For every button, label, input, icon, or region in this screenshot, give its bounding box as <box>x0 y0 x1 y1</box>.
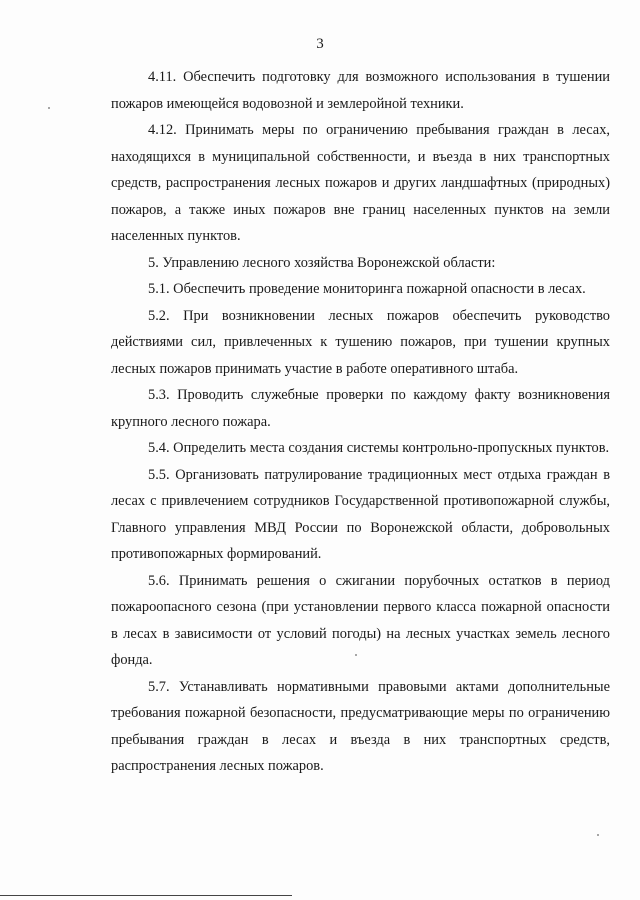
paragraph-5-5: 5.5. Организовать патрулирование традиционных мест отдыха граждан в лесах с привлечением сотрудников Государственной противопожарной службы, Главного управления МВД России по Воронежской области, добровольных противопожарных формирований. <box>111 466 610 562</box>
scan-speck <box>597 834 599 836</box>
paragraph-5-7: 5.7. Устанавливать нормативными правовыми актами дополнительные требования пожарной безопасности, предусматривающие меры по ограничению пребывания граждан в лесах и въезда в них транспортных средств, распространения лесных пожаров. <box>111 678 610 774</box>
paragraph-5-1: 5.1. Обеспечить проведение мониторинга пожарной опасности в лесах. <box>148 281 586 297</box>
scan-speck <box>48 107 50 109</box>
paragraph-4-12: 4.12. Принимать меры по ограничению пребывания граждан в лесах, находящихся в муниципальной собственности, и въезда в них транспортных средств, распространения лесных пожаров и других ландшафтных (природных) пожаров, а также иных пожаров вне границ населенных пунктов на земли населенных пунктов. <box>111 122 610 244</box>
paragraph-5-4: 5.4. Определить места создания системы контрольно-пропускных пунктов. <box>148 440 610 456</box>
paragraph-5-6: 5.6. Принимать решения о сжигании порубочных остатков в период пожароопасного сезона (при установлении первого класса пожарной опасности в лесах в зависимости от условий погоды) на лесных участках земель лесного фонда. <box>111 572 610 668</box>
paragraph-5-3: 5.3. Проводить служебные проверки по каждому факту возникновения крупного лесного пожара. <box>111 387 610 430</box>
paragraph-5: 5. Управлению лесного хозяйства Воронежской области: <box>148 254 496 271</box>
paragraph-4-11: 4.11. Обеспечить подготовку для возможного использования в тушении пожаров имеющейся водовозной и землеройной техники. <box>111 69 610 112</box>
page-number: 3 <box>316 36 324 52</box>
scan-speck <box>355 654 357 656</box>
document-body <box>111 64 610 780</box>
paragraph-5-2: 5.2. При возникновении лесных пожаров обеспечить руководство действиями сил, привлеченных к тушению пожаров, при тушении крупных лесных пожаров принимать участие в работе оперативного штаба. <box>111 307 610 377</box>
footer-rule <box>0 895 292 896</box>
